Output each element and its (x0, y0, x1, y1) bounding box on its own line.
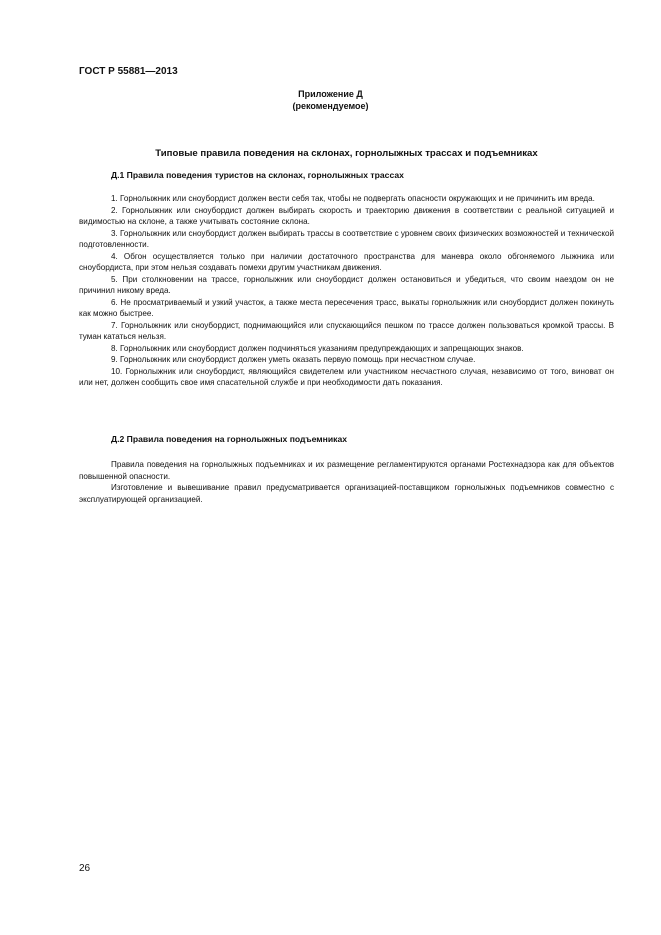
rule-item: 9. Горнолыжник или сноубордист должен уметь оказать первую помощь при несчастном случае. (111, 355, 476, 364)
rule-item: 10. Горнолыжник или сноубордист, являющийся свидетелем или участником несчастного случая, независимо от того, виноват он или нет, должен сообщить свое имя спасательной службе и при необходимости дать показания. (79, 366, 614, 387)
document-title: Типовые правила поведения на склонах, горнолыжных трассах и подъемниках (155, 148, 538, 159)
section-1-heading: Д.1 Правила поведения туристов на склонах, горнолыжных трассах (111, 170, 404, 180)
page-number: 26 (79, 863, 91, 874)
rule-item: 5. При столкновении на трассе, горнолыжник или сноубордист должен остановиться и убедиться, что своим наездом он не причинил никому вреда. (79, 274, 614, 295)
annex-type: (рекомендуемое) (292, 101, 369, 111)
rule-item: 1. Горнолыжник или сноубордист должен вести себя так, чтобы не подвергать опасности окружающих и не причинить им вреда. (111, 194, 595, 203)
annex-header (0, 88, 661, 112)
standard-designation: ГОСТ Р 55881—2013 (79, 66, 178, 77)
paragraph: Изготовление и вывешивание правил предусматривается организацией-поставщиком горнолыжных подъемников совместно с эксплуатирующей организацией. (79, 483, 614, 504)
rule-item: 3. Горнолыжник или сноубордист должен выбирать трассы в соответствие с уровнем своих физических возможностей и технической подготовленности. (79, 228, 614, 249)
rule-item: 6. Не просматриваемый и узкий участок, а также места пересечения трасс, выкаты горнолыжник или сноубордист должен покинуть как можно быстрее. (79, 297, 614, 318)
section-1-body (79, 193, 614, 389)
rule-item: 8. Горнолыжник или сноубордист должен подчиняться указаниям предупреждающих и запрещающих знаков. (111, 343, 524, 353)
rule-item: 4. Обгон осуществляется только при наличии достаточного пространства для маневра около обгоняемого лыжника или сноубордиста, при этом нельзя создавать помехи другим участникам движения. (79, 251, 614, 272)
rule-item: 2. Горнолыжник или сноубордист должен выбирать скорость и траекторию движения в соответствии с реальной ситуацией и видимостью на склоне, а также учитывать состояние склона. (79, 205, 614, 226)
annex-title: Приложение Д (298, 89, 363, 99)
section-2-heading: Д.2 Правила поведения на горнолыжных подъемниках (111, 434, 348, 444)
paragraph: Правила поведения на горнолыжных подъемниках и их размещение регламентируются органами Ростехнадзора как для объектов повышенной опасности. (79, 460, 614, 481)
rule-item: 7. Горнолыжник или сноубордист, поднимающийся или спускающийся пешком по трассе должен пользоваться кромкой трассы. В туман кататься нельзя. (79, 320, 614, 341)
section-2-body (79, 459, 614, 505)
